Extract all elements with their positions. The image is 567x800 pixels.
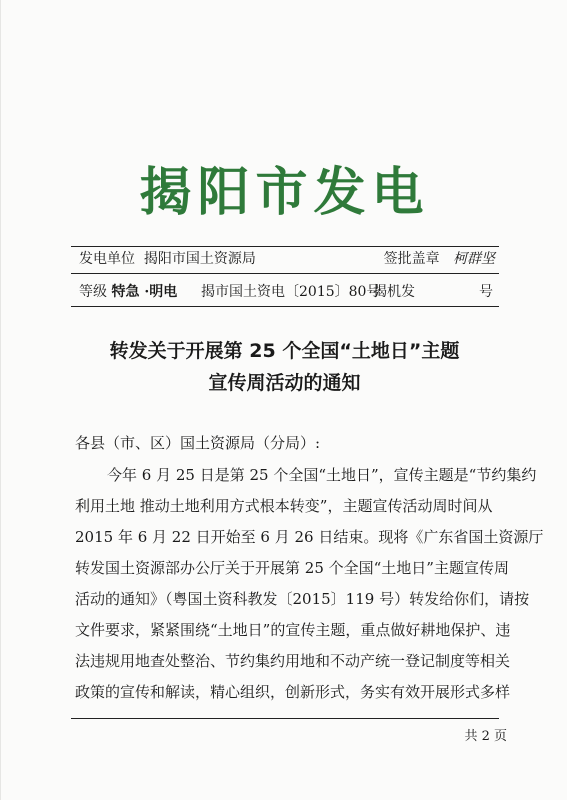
number-label: 号	[479, 284, 493, 300]
page-count: 共 2 页	[464, 729, 507, 744]
header-top-rule	[71, 246, 499, 247]
machine-label: 揭机发	[373, 284, 415, 300]
approval-field	[384, 250, 495, 268]
header-bottom-rule	[71, 306, 499, 307]
sender-value: 揭阳市国土资源局	[143, 251, 256, 267]
body-line-2: 利用土地 推动土地利用方式根本转变”，主题宣传活动周时间从	[75, 497, 493, 515]
body-line-3: 2015 年 6 月 22 日开始至 6 月 26 日结束。现将《广东省国土资源厅	[75, 528, 544, 546]
sender-field	[79, 250, 256, 268]
approver-signature: 柯群坚	[453, 251, 495, 267]
masthead-title: 揭阳市发电	[139, 163, 430, 223]
footer-rule	[71, 718, 499, 719]
notice-title-line2: 宣传周活动的通知	[208, 372, 361, 394]
level-field	[79, 283, 177, 301]
sender-label: 发电单位	[79, 251, 135, 267]
level-value: 特急 ·明电	[111, 284, 178, 300]
addressee: 各县（市、区）国土资源局（分局）:	[75, 434, 321, 452]
approval-label: 签批盖章	[383, 251, 440, 267]
body-line-6: 文件要求，紧紧围绕“土地日”的宣传主题，重点做好耕地保护、违	[75, 621, 511, 639]
body-line-7: 法违规用地查处整治、节约集约用地和不动产统一登记制度等相关	[75, 652, 511, 670]
doc-number: 揭市国土资电〔2015〕80号	[201, 284, 381, 300]
header-middle-rule	[71, 273, 499, 274]
body-line-4: 转发国土资源部办公厅关于开展第 25 个全国“土地日”主题宣传周	[75, 559, 509, 577]
body-line-5: 活动的通知》（粤国土资科教发〔2015〕119 号）转发给你们，请按	[75, 590, 530, 608]
notice-title-line1: 转发关于开展第 25 个全国“土地日”主题	[109, 340, 460, 362]
level-label: 等级	[79, 284, 107, 300]
body-line-1: 今年 6 月 25 日是第 25 个全国“土地日”，宣传主题是“节约集约	[107, 466, 537, 484]
body-line-8: 政策的宣传和解读，精心组织，创新形式，务实有效开展形式多样	[75, 683, 511, 701]
